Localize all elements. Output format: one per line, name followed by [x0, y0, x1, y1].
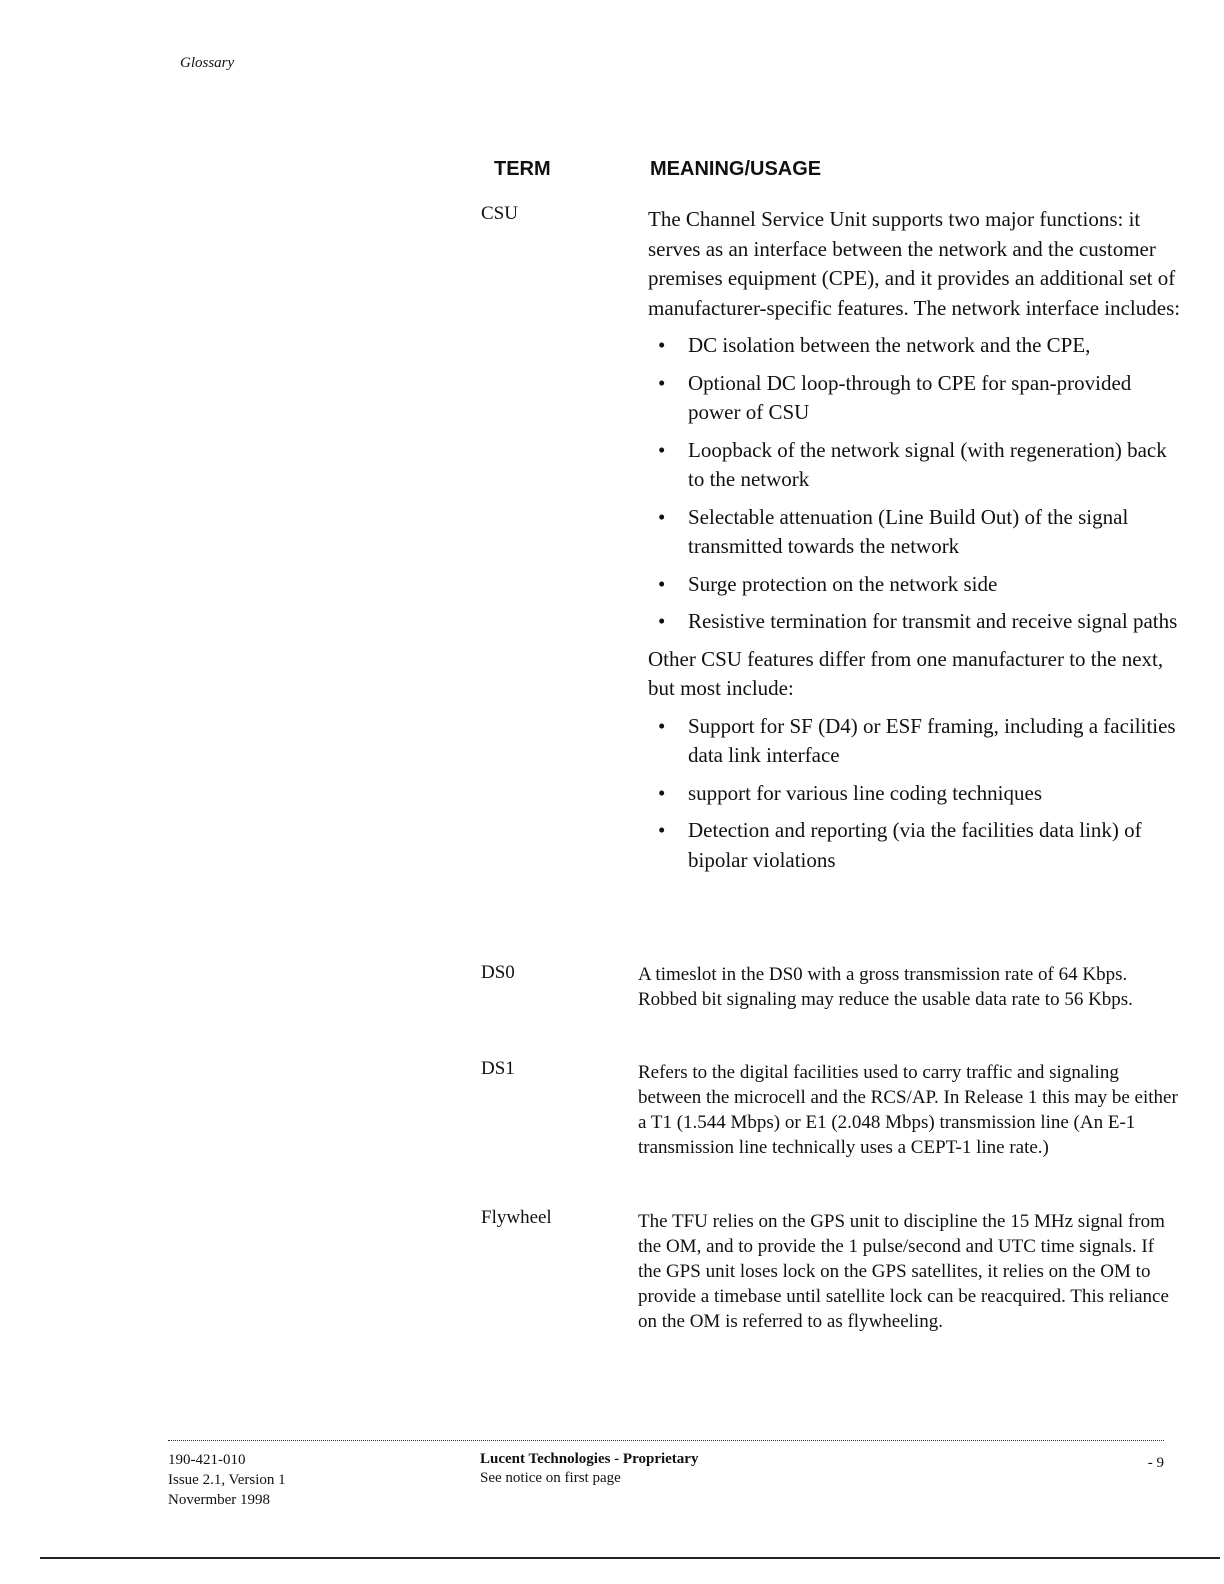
definition-ds1: Refers to the digital facilities used to carry traffic and signaling between the microcell and the RCS/AP. In Release 1 this may be either a T1 (1.544 Mbps) or E1 (2.048 Mbps) transmission line (An E-1 transmission line technically uses a CEPT-1 line rate.) — [638, 1062, 1178, 1158]
list-item: • Surge protection on the network side — [648, 570, 1188, 600]
term-flywheel: Flywheel — [481, 1207, 552, 1228]
footer-divider — [168, 1440, 1164, 1441]
csu-network-interface-list — [648, 331, 1188, 637]
definition-csu — [648, 205, 1188, 883]
definition-ds0: A timeslot in the DS0 with a gross transmission rate of 64 Kbps. Robbed bit signaling may reduce the usable data rate to 56 Kbps. — [638, 964, 1133, 1010]
column-header-meaning: MEANING/USAGE — [650, 158, 822, 180]
issue-date: Novermber 1998 — [168, 1492, 271, 1508]
bottom-divider — [40, 1557, 1220, 1559]
footer-proprietary — [480, 1450, 698, 1488]
definition-csu-intro: The Channel Service Unit supports two major functions: it serves as an interface between the network and the customer premises equipment (CPE), and it provides an additional set of manufacturer-specific features. The network interface includes: — [648, 207, 1181, 320]
csu-features-list — [648, 712, 1188, 876]
running-head: Glossary — [180, 55, 235, 71]
page-number: - 9 — [1147, 1455, 1164, 1471]
proprietary-label: Lucent Technologies - Proprietary — [480, 1451, 699, 1467]
list-item: • Loopback of the network signal (with regeneration) back to the network — [648, 436, 1188, 495]
list-item: • Detection and reporting (via the facilities data link) of bipolar violations — [648, 816, 1188, 875]
list-item: • Optional DC loop-through to CPE for span-provided power of CSU — [648, 369, 1188, 428]
definition-flywheel: The TFU relies on the GPS unit to discipline the 15 MHz signal from the OM, and to provide the 1 pulse/second and UTC time signals. If the GPS unit loses lock on the GPS satellites, it relies on the OM to provide a timebase until satellite lock can be reacquired. This reliance on the OM is referred to as flywheeling. — [638, 1211, 1169, 1332]
column-header-term: TERM — [494, 158, 551, 180]
definition-csu-middle: Other CSU features differ from one manufacturer to the next, but most include: — [648, 646, 1164, 700]
doc-number: 190-421-010 — [168, 1452, 246, 1468]
footer-document-info — [168, 1450, 286, 1510]
issue-version: Issue 2.1, Version 1 — [168, 1472, 286, 1488]
list-item: • support for various line coding techniques — [648, 779, 1188, 809]
term-ds0: DS0 — [481, 962, 515, 983]
term-csu: CSU — [481, 203, 518, 224]
list-item: • Support for SF (D4) or ESF framing, including a facilities data link interface — [648, 712, 1188, 771]
list-item: • DC isolation between the network and the CPE, — [648, 331, 1188, 361]
list-item: • Selectable attenuation (Line Build Out) of the signal transmitted towards the network — [648, 503, 1188, 562]
term-ds1: DS1 — [481, 1058, 515, 1079]
list-item: • Resistive termination for transmit and receive signal paths — [648, 607, 1188, 637]
notice-text: See notice on first page — [480, 1470, 621, 1486]
